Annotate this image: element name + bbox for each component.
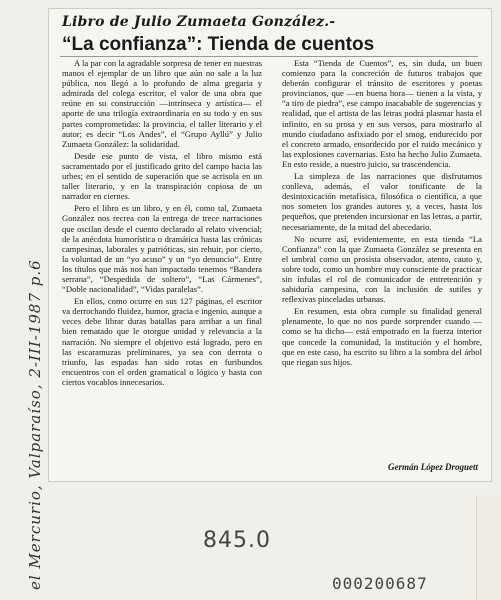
paragraph: La simpleza de las narraciones que disfrutamos conlleva, además, el valor tonificante de la desintoxicación metafísica, filosófica o científica, a que nos someten los grandes autores y, a veces, hasta los pequeños, que pretenden incursionar en las letras, a partir, necesariamente, de la mitad del abecedario. (282, 171, 482, 232)
paragraph: Esta “Tienda de Cuentos”, es, sin duda, un buen comienzo para la concreción de futuros trabajos que deberán configurar el tránsito de escritores y poetas provincianos, que —en buena hora— tienen a la vista, y “a tiro de piedra”, ese campo inacabable de sugerencias y realidad, que el artista de las letras podrá plasmar hasta el infinito, en su prosa y en sus versos, para mostrarlo al mundo ciudadano asfixiado por el smog, endurecido por el concreto armado, ensordecido por el ruido mecánico y las explosiones cavernarias. Esto ha hecho Julio Zumaeta. En esto reside, a nuestro juicio, su trascendencia. (282, 58, 482, 169)
paragraph: A la par con la agradable sorpresa de tener en nuestras manos el ejemplar de un libro que aún no sale a la luz pública, nos llegó a lo profundo de alma gregaria y admirada del colega escritor, el valor de una obra que reúne en su construcción —intrínseca y artística— el aporte de una trilogía extraordinaria en su todo y en sus partes comprometidas: la provincia, el taller literario y el autor; es decir “Los Andes”, el “Grupo Ayllú” y Julio Zumaeta González: la solidaridad. (62, 58, 262, 149)
paragraph: Pero el libro es un libro, y en él, como tal, Zumaeta González nos recrea con la entrega de trece narraciones que oscilan desde el cuento declarado al relato vivencial; de la anécdota humorística o dramática hasta las crónicas campesinas, laborales y patrióticas, sin rehuir, por cierto, la voluntad de un “yo acuso” y un “yo denuncio”. Entre los títulos que más nos han impactado tenemos “Bandera serrana”, “Despedida de soltero”, “Las Cármenes”, “Doble nacionalidad”, “Vidas paralelas”. (62, 203, 262, 295)
paragraph: No ocurre así, evidentemente, en esta tienda “La Confianza” con la que Zumaeta González se presenta en el umbral como un prosista observador, atento, cauto y, sobre todo, como un hombre muy consciente de practicar sin ínfulas el rol de comunicador de entretención y sabiduría campesina, con la inclusión de sutiles y reflexivas pinceladas urbanas. (282, 233, 482, 305)
article-column-right (282, 58, 482, 367)
handwritten-number: 845.0 (203, 528, 271, 553)
article-column-left (62, 58, 262, 387)
paragraph: Desde ese punto de vista, el libro mismo está sacramentado por el justificado grito del campo hacia las urbes; en el sentido de superación que se acrisola en un taller literario, y en la transpiración copiosa de un narrador en ciernes. (62, 150, 262, 202)
article-kicker: Libro de Julio Zumaeta González.- (62, 14, 336, 30)
paragraph: En resumen, esta obra cumple su finalidad general plenamente, lo que no nos puede sorprender cuando —como se ha dicho— está empotrado en la fuerza interior que concede la comunidad, la institución y el hombre, que en este caso, ha escrito su libro a la sombra del árbol que riegan sus hijos. (282, 306, 482, 367)
headline-divider (60, 56, 478, 57)
archive-number: 000200687 (332, 574, 428, 593)
article-headline: “La confianza”: Tienda de cuentos (62, 34, 375, 55)
paragraph: En ellos, como ocurre en sus 127 páginas, el escritor va derrochando fluidez, humor, gracia e ingenio, aunque a veces debe librar duras batallas para arribar a un final bien rematado que le otorgue unidad y relevancia a la narración. No siempre el objetivo está logrado, pero en las escaramuzas preliminares, ya sea con derrota o triunfo, las espadas han sido rotas en furibundos encuentros con el orden gramatical o lógico y hasta con ciertos vocablos innecesarios. (62, 296, 262, 387)
page-edge (476, 496, 501, 600)
handwritten-margin-note: el Mercurio, Valparaíso, 2-III-1987 p.6 (26, 259, 44, 590)
article-byline: Germán López Droguett (388, 462, 478, 472)
